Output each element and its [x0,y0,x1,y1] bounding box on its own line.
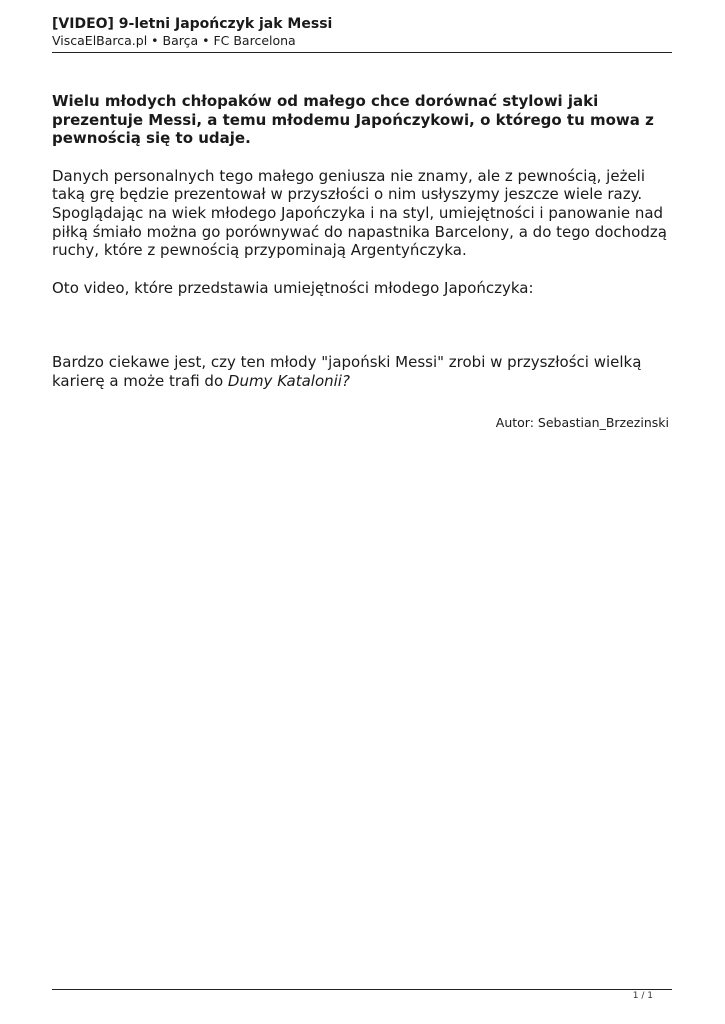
article-body [52,92,672,410]
article-paragraph-2: Oto video, które przedstawia umiejętności młodego Japończyka: [52,278,534,297]
footer-divider [52,989,672,990]
page-number: 1 / 1 [632,991,653,1001]
article-lead: Wielu młodych chłopaków od małego chce dorównać stylowi jaki prezentuje Messi, a temu młodemu Japończykowi, o którego tu mowa z pewnością się to udaje. [52,92,654,148]
article-paragraph-1: Danych personalnych tego małego geniusza nie znamy, ale z pewnością, jeżeli taką grę będzie prezentował w przyszłości o nim usłyszymy jeszcze wiele razy. Spoglądając na wiek młodego Japończyka i na styl, umiejętności i panowanie nad piłką śmiało można go porównywać do napastnika Barcelony, a do tego dochodzą ruchy, które z pewnością przypominają Argentyńczyka. [52,166,667,260]
video-placeholder [52,316,672,353]
article-paragraph-3 [52,353,672,390]
article-paragraph-3-emphasis: Dumy Katalonii? [227,371,350,390]
header-divider [52,52,672,53]
site-subtitle: ViscaElBarca.pl • Barça • FC Barcelona [52,33,296,48]
article-paragraph-3-text: Bardzo ciekawe jest, czy ten młody "japoński Messi" zrobi w przyszłości wielką karierę a może trafi do [52,353,642,390]
author-credit: Autor: Sebastian_Brzezinski [495,415,669,430]
page-header [52,15,672,49]
article-title: [VIDEO] 9-letni Japończyk jak Messi [52,16,333,32]
